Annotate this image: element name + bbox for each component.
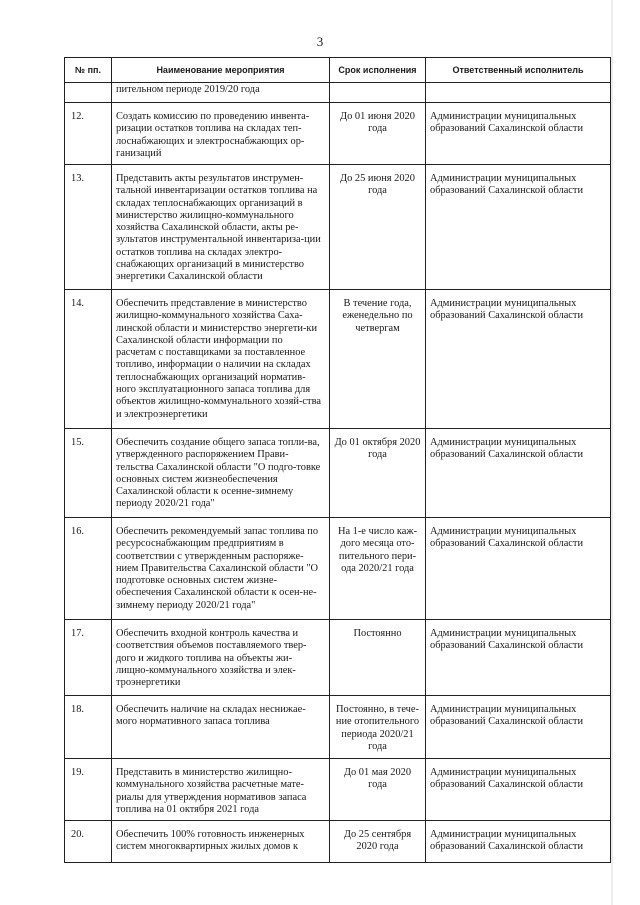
row-term: До 01 октября 2020 года xyxy=(330,429,426,518)
continuation-resp-cell xyxy=(426,83,611,103)
table-row xyxy=(65,759,611,821)
row-term: Постоянно, в тече-ние отопительного периода 2020/21 года xyxy=(330,696,426,759)
row-term: До 25 июня 2020 года xyxy=(330,165,426,290)
table-row xyxy=(65,165,611,290)
row-action: Обеспечить создание общего запаса топли-ва, утвержденного распоряжением Прави-тельства Сахалинской области "О подго-товке основных систем жизнеобеспечения Сахалинской области к осенне-зимнему периоду 2020/21 года" xyxy=(112,429,330,518)
row-term: Постоянно xyxy=(330,620,426,696)
header-term: Срок исполнения xyxy=(330,58,426,83)
row-term: До 01 мая 2020 года xyxy=(330,759,426,821)
row-action: Обеспечить представление в министерство жилищно-коммунального хозяйства Саха-линской области и министерство энергети-ки Сахалинской области информации по расчетам с поставщиками за поставленное топливо, информации о наличии на складах теплоснабжающих организаций норматив-ного эксплуатационного запаса топлива для объектов жилищно-коммунального хозяй-ства и электроэнергетики xyxy=(112,290,330,429)
table-row xyxy=(65,429,611,518)
table-row xyxy=(65,103,611,165)
row-number: 16. xyxy=(65,518,112,620)
measures-table xyxy=(64,57,611,863)
row-responsible: Администрации муниципальных образований Сахалинской области xyxy=(426,290,611,429)
continuation-row xyxy=(65,83,611,103)
row-term: До 25 сентября 2020 года xyxy=(330,821,426,863)
row-term: В течение года, еженедельно по четвергам xyxy=(330,290,426,429)
row-term: На 1-е число каж-дого месяца ото-пительного пери-ода 2020/21 года xyxy=(330,518,426,620)
row-action: Обеспечить входной контроль качества и соответствия объемов поставляемого твер-дого и жидкого топлива на объекты жи-лищно-коммунального хозяйства и элек-троэнергетики xyxy=(112,620,330,696)
table-row xyxy=(65,290,611,429)
continuation-num-cell xyxy=(65,83,112,103)
table-row xyxy=(65,696,611,759)
row-action: Представить в министерство жилищно-коммунального хозяйства расчетные мате-риалы для утверждения нормативов запаса топлива на 01 октября 2021 года xyxy=(112,759,330,821)
row-number: 14. xyxy=(65,290,112,429)
header-action: Наименование мероприятия xyxy=(112,58,330,83)
row-action: Обеспечить наличие на складах неснижае-мого нормативного запаса топлива xyxy=(112,696,330,759)
row-responsible: Администрации муниципальных образований Сахалинской области xyxy=(426,620,611,696)
row-term: До 01 июня 2020 года xyxy=(330,103,426,165)
row-number: 15. xyxy=(65,429,112,518)
header-num: № пп. xyxy=(65,58,112,83)
continuation-text: пительном периоде 2019/20 года xyxy=(112,83,330,103)
row-action: Обеспечить рекомендуемый запас топлива по ресурсоснабжающим предприятиям в соответствии с утвержденным распоряже-нием Правительства Сахалинской области "О подготовке основных систем жизне-обеспечения Сахалинской области к осен-не-зимнему периоду 2020/21 года" xyxy=(112,518,330,620)
row-responsible: Администрации муниципальных образований Сахалинской области xyxy=(426,821,611,863)
row-responsible: Администрации муниципальных образований Сахалинской области xyxy=(426,429,611,518)
row-number: 20. xyxy=(65,821,112,863)
row-responsible: Администрации муниципальных образований Сахалинской области xyxy=(426,165,611,290)
row-responsible: Администрации муниципальных образований Сахалинской области xyxy=(426,696,611,759)
row-number: 13. xyxy=(65,165,112,290)
table-row xyxy=(65,518,611,620)
continuation-term-cell xyxy=(330,83,426,103)
row-action: Создать комиссию по проведению инвента-ризации остатков топлива на складах теп-лоснабжающих и электроснабжающих ор-ганизаций xyxy=(112,103,330,165)
page-number: 3 xyxy=(316,34,324,49)
row-number: 19. xyxy=(65,759,112,821)
row-action: Обеспечить 100% готовность инженерных систем многоквартирных жилых домов к xyxy=(112,821,330,863)
table-row xyxy=(65,620,611,696)
row-number: 17. xyxy=(65,620,112,696)
header-responsible: Ответственный исполнитель xyxy=(426,58,611,83)
row-responsible: Администрации муниципальных образований Сахалинской области xyxy=(426,103,611,165)
row-responsible: Администрации муниципальных образований Сахалинской области xyxy=(426,518,611,620)
row-action: Представить акты результатов инструмен-тальной инвентаризации остатков топлива на складах теплоснабжающих организаций в министерство жилищно-коммунального хозяйства Сахалинской области, акты ре-зультатов инструментальной инвентаризa-ции остатков топлива на складах электро-снабжающих организаций в министерство энергетики Сахалинской области xyxy=(112,165,330,290)
table-header-row xyxy=(65,58,611,83)
row-number: 18. xyxy=(65,696,112,759)
row-number: 12. xyxy=(65,103,112,165)
table-row xyxy=(65,821,611,863)
row-responsible: Администрации муниципальных образований Сахалинской области xyxy=(426,759,611,821)
